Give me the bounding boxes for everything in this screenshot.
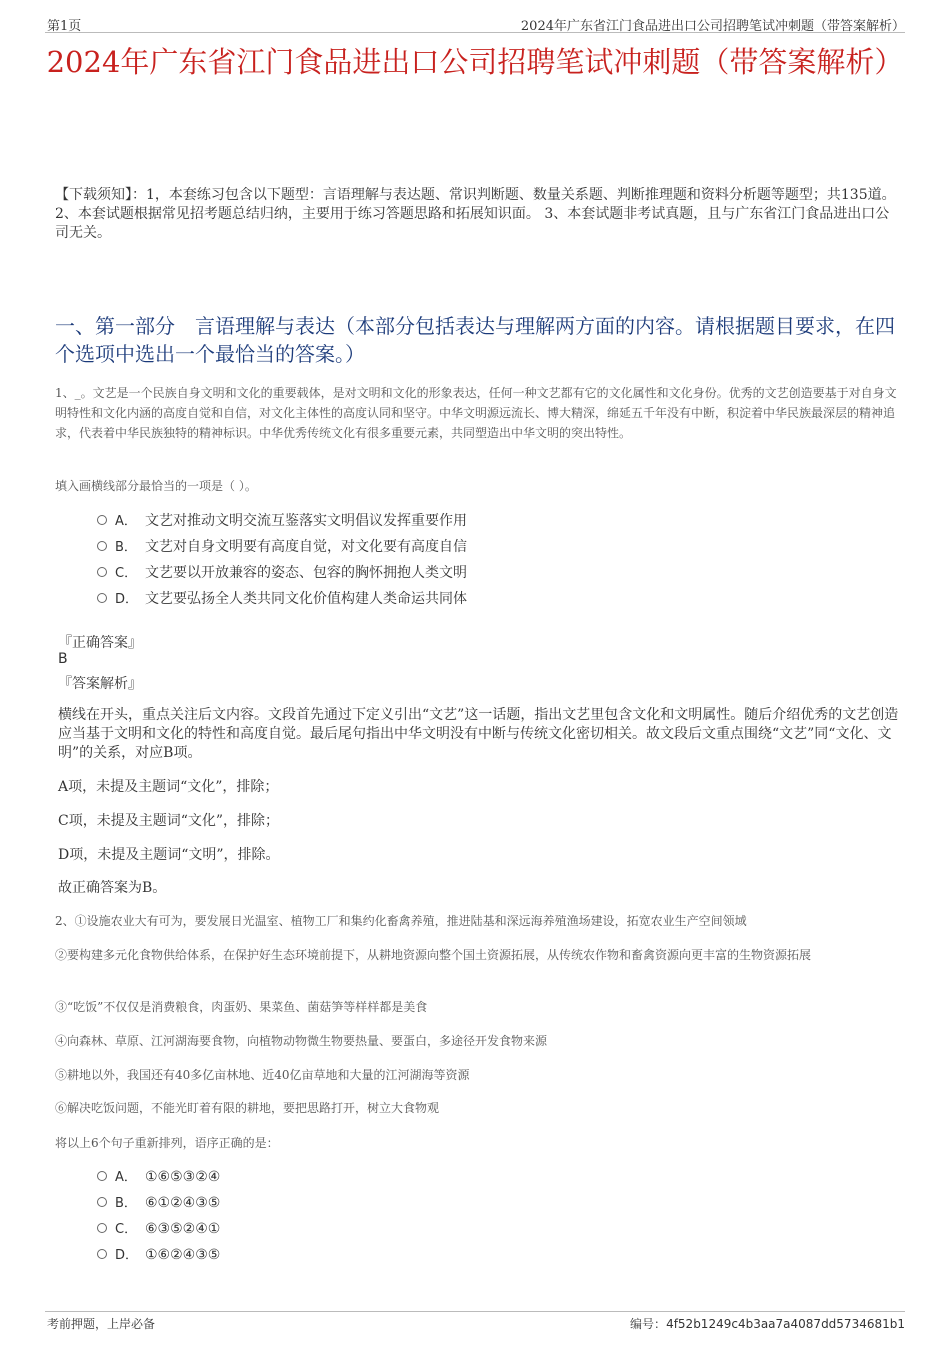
option-letter: D． xyxy=(115,592,139,607)
question-2-sentence: ④向森林、草原、江河湖海要食物，向植物动物微生物要热量、要蛋白，多途径开发食物来源 xyxy=(55,1034,548,1048)
radio-icon[interactable] xyxy=(97,1197,107,1207)
radio-icon[interactable] xyxy=(97,567,107,577)
option-letter: B． xyxy=(115,540,137,555)
footer-code-label: 编号： xyxy=(630,1317,667,1331)
header-divider xyxy=(45,32,905,33)
q1-option-c[interactable] xyxy=(97,563,467,583)
option-letter: C． xyxy=(115,1222,138,1237)
option-text: 文艺对推动文明交流互鉴落实文明倡议发挥重要作用 xyxy=(145,513,467,529)
option-letter: A． xyxy=(115,1170,137,1185)
radio-icon[interactable] xyxy=(97,541,107,551)
section-heading: 一、第一部分 言语理解与表达（本部分包括表达与理解两方面的内容。请根据题目要求，在四个选项中选出一个最恰当的答案。） xyxy=(55,314,895,366)
q1-option-d[interactable] xyxy=(97,589,467,609)
question-2-sentence: ⑥解决吃饭问题，不能光盯着有限的耕地，要把思路打开，树立大食物观 xyxy=(55,1101,440,1115)
option-text: 文艺对自身文明要有高度自觉，对文化要有高度自信 xyxy=(145,539,467,555)
radio-icon[interactable] xyxy=(97,593,107,603)
analysis-conclusion: 故正确答案为B。 xyxy=(58,880,167,896)
option-text: 文艺要弘扬全人类共同文化价值构建人类命运共同体 xyxy=(145,591,467,607)
page-number: 第1页 xyxy=(47,19,82,34)
option-letter: D． xyxy=(115,1248,139,1263)
option-text: 文艺要以开放兼容的姿态、包容的胸怀拥抱人类文明 xyxy=(145,565,467,581)
option-text: ⑥①②④③⑤ xyxy=(145,1195,221,1211)
analysis-note: D项，未提及主题词“文明”，排除。 xyxy=(58,847,280,863)
question-2-sentence: ⑤耕地以外，我国还有40多亿亩林地、近40亿亩草地和大量的江河湖海等资源 xyxy=(55,1068,470,1082)
analysis-note: C项，未提及主题词“文化”，排除； xyxy=(58,813,280,829)
question-2-sentence: ②要构建多元化食物供给体系，在保护好生态环境前提下，从耕地资源向整个国土资源拓展，从传统农作物和畜禽资源向更丰富的生物资源拓展 xyxy=(55,948,812,962)
radio-icon[interactable] xyxy=(97,1249,107,1259)
q2-option-c[interactable] xyxy=(97,1219,220,1239)
option-text: ①⑥②④③⑤ xyxy=(145,1247,221,1263)
q2-option-b[interactable] xyxy=(97,1193,220,1213)
question-2-sentence: 2、①设施农业大有可为，要发展日光温室、植物工厂和集约化畜禽养殖，推进陆基和深远海养殖渔场建设，拓宽农业生产空间领域 xyxy=(55,914,747,928)
page-title: 2024年广东省江门食品进出口公司招聘笔试冲刺题（带答案解析） xyxy=(46,45,904,79)
answer-label: 『正确答案』 xyxy=(58,635,142,651)
analysis-text: 横线在开头，重点关注后文内容。文段首先通过下定义引出“文艺”这一话题，指出文艺里包含文化和文明属性。随后介绍优秀的文艺创造应当基于文明和文化的特性和高度自觉。最后尾句指出中华文明没有中断与传统文化密切相关。故文段后文重点围绕“文艺”同“文化、文明”的关系，对应B项。 xyxy=(58,707,899,761)
option-text: ①⑥⑤③②④ xyxy=(145,1169,221,1185)
q1-option-b[interactable] xyxy=(97,537,467,557)
q1-option-a[interactable] xyxy=(97,511,467,531)
analysis-note: A项，未提及主题词“文化”，排除； xyxy=(58,779,279,795)
question-1-prompt: 填入画横线部分最恰当的一项是（ ）。 xyxy=(55,479,257,493)
question-1-stem: 1、_。文艺是一个民族自身文明和文化的重要载体，是对文明和文化的形象表达，任何一种文艺都有它的文化属性和文化身份。优秀的文艺创造要基于对自身文明特性和文化内涵的高度自觉和自信，对文化主体性的高度认同和坚守。中华文明源远流长、博大精深，绵延五千年没有中断，积淀着中华民族最深层的精神追求，代表着中华民族独特的精神标识。中华优秀传统文化有很多重要元素，共同塑造出中华文明的突出特性。 xyxy=(55,386,897,440)
radio-icon[interactable] xyxy=(97,1171,107,1181)
question-2-prompt: 将以上6个句子重新排列，语序正确的是： xyxy=(55,1136,279,1150)
footer-code-value: 4f52b1249c4b3aa7a4087dd5734681b1 xyxy=(666,1317,905,1331)
header-doc-title: 2024年广东省江门食品进出口公司招聘笔试冲刺题（带答案解析） xyxy=(520,19,905,34)
option-text: ⑥③⑤②④① xyxy=(145,1221,221,1237)
footer-code xyxy=(630,1315,905,1332)
footer-slogan: 考前押题，上岸必备 xyxy=(47,1317,156,1331)
q2-option-d[interactable] xyxy=(97,1245,220,1265)
option-letter: B． xyxy=(115,1196,137,1211)
question-2-sentence: ③“吃饭”不仅仅是消费粮食，肉蛋奶、果菜鱼、菌菇笋等样样都是美食 xyxy=(55,1000,428,1014)
analysis-label: 『答案解析』 xyxy=(58,676,142,692)
option-letter: A． xyxy=(115,514,137,529)
option-letter: C． xyxy=(115,566,138,581)
radio-icon[interactable] xyxy=(97,1223,107,1233)
q2-option-a[interactable] xyxy=(97,1167,220,1187)
download-notice: 【下载须知】：1，本套练习包含以下题型：言语理解与表达题、常识判断题、数量关系题、判断推理题和资料分析题等题型；共135道。 2、本套试题根据常见招考题总结归纳，主要用于练习答题思路和拓展知识面。 3、本套试题非考试真题，且与广东省江门食品进出口公司无关。 xyxy=(55,187,896,241)
answer-value: B xyxy=(58,651,68,667)
footer-divider xyxy=(45,1311,905,1312)
radio-icon[interactable] xyxy=(97,515,107,525)
